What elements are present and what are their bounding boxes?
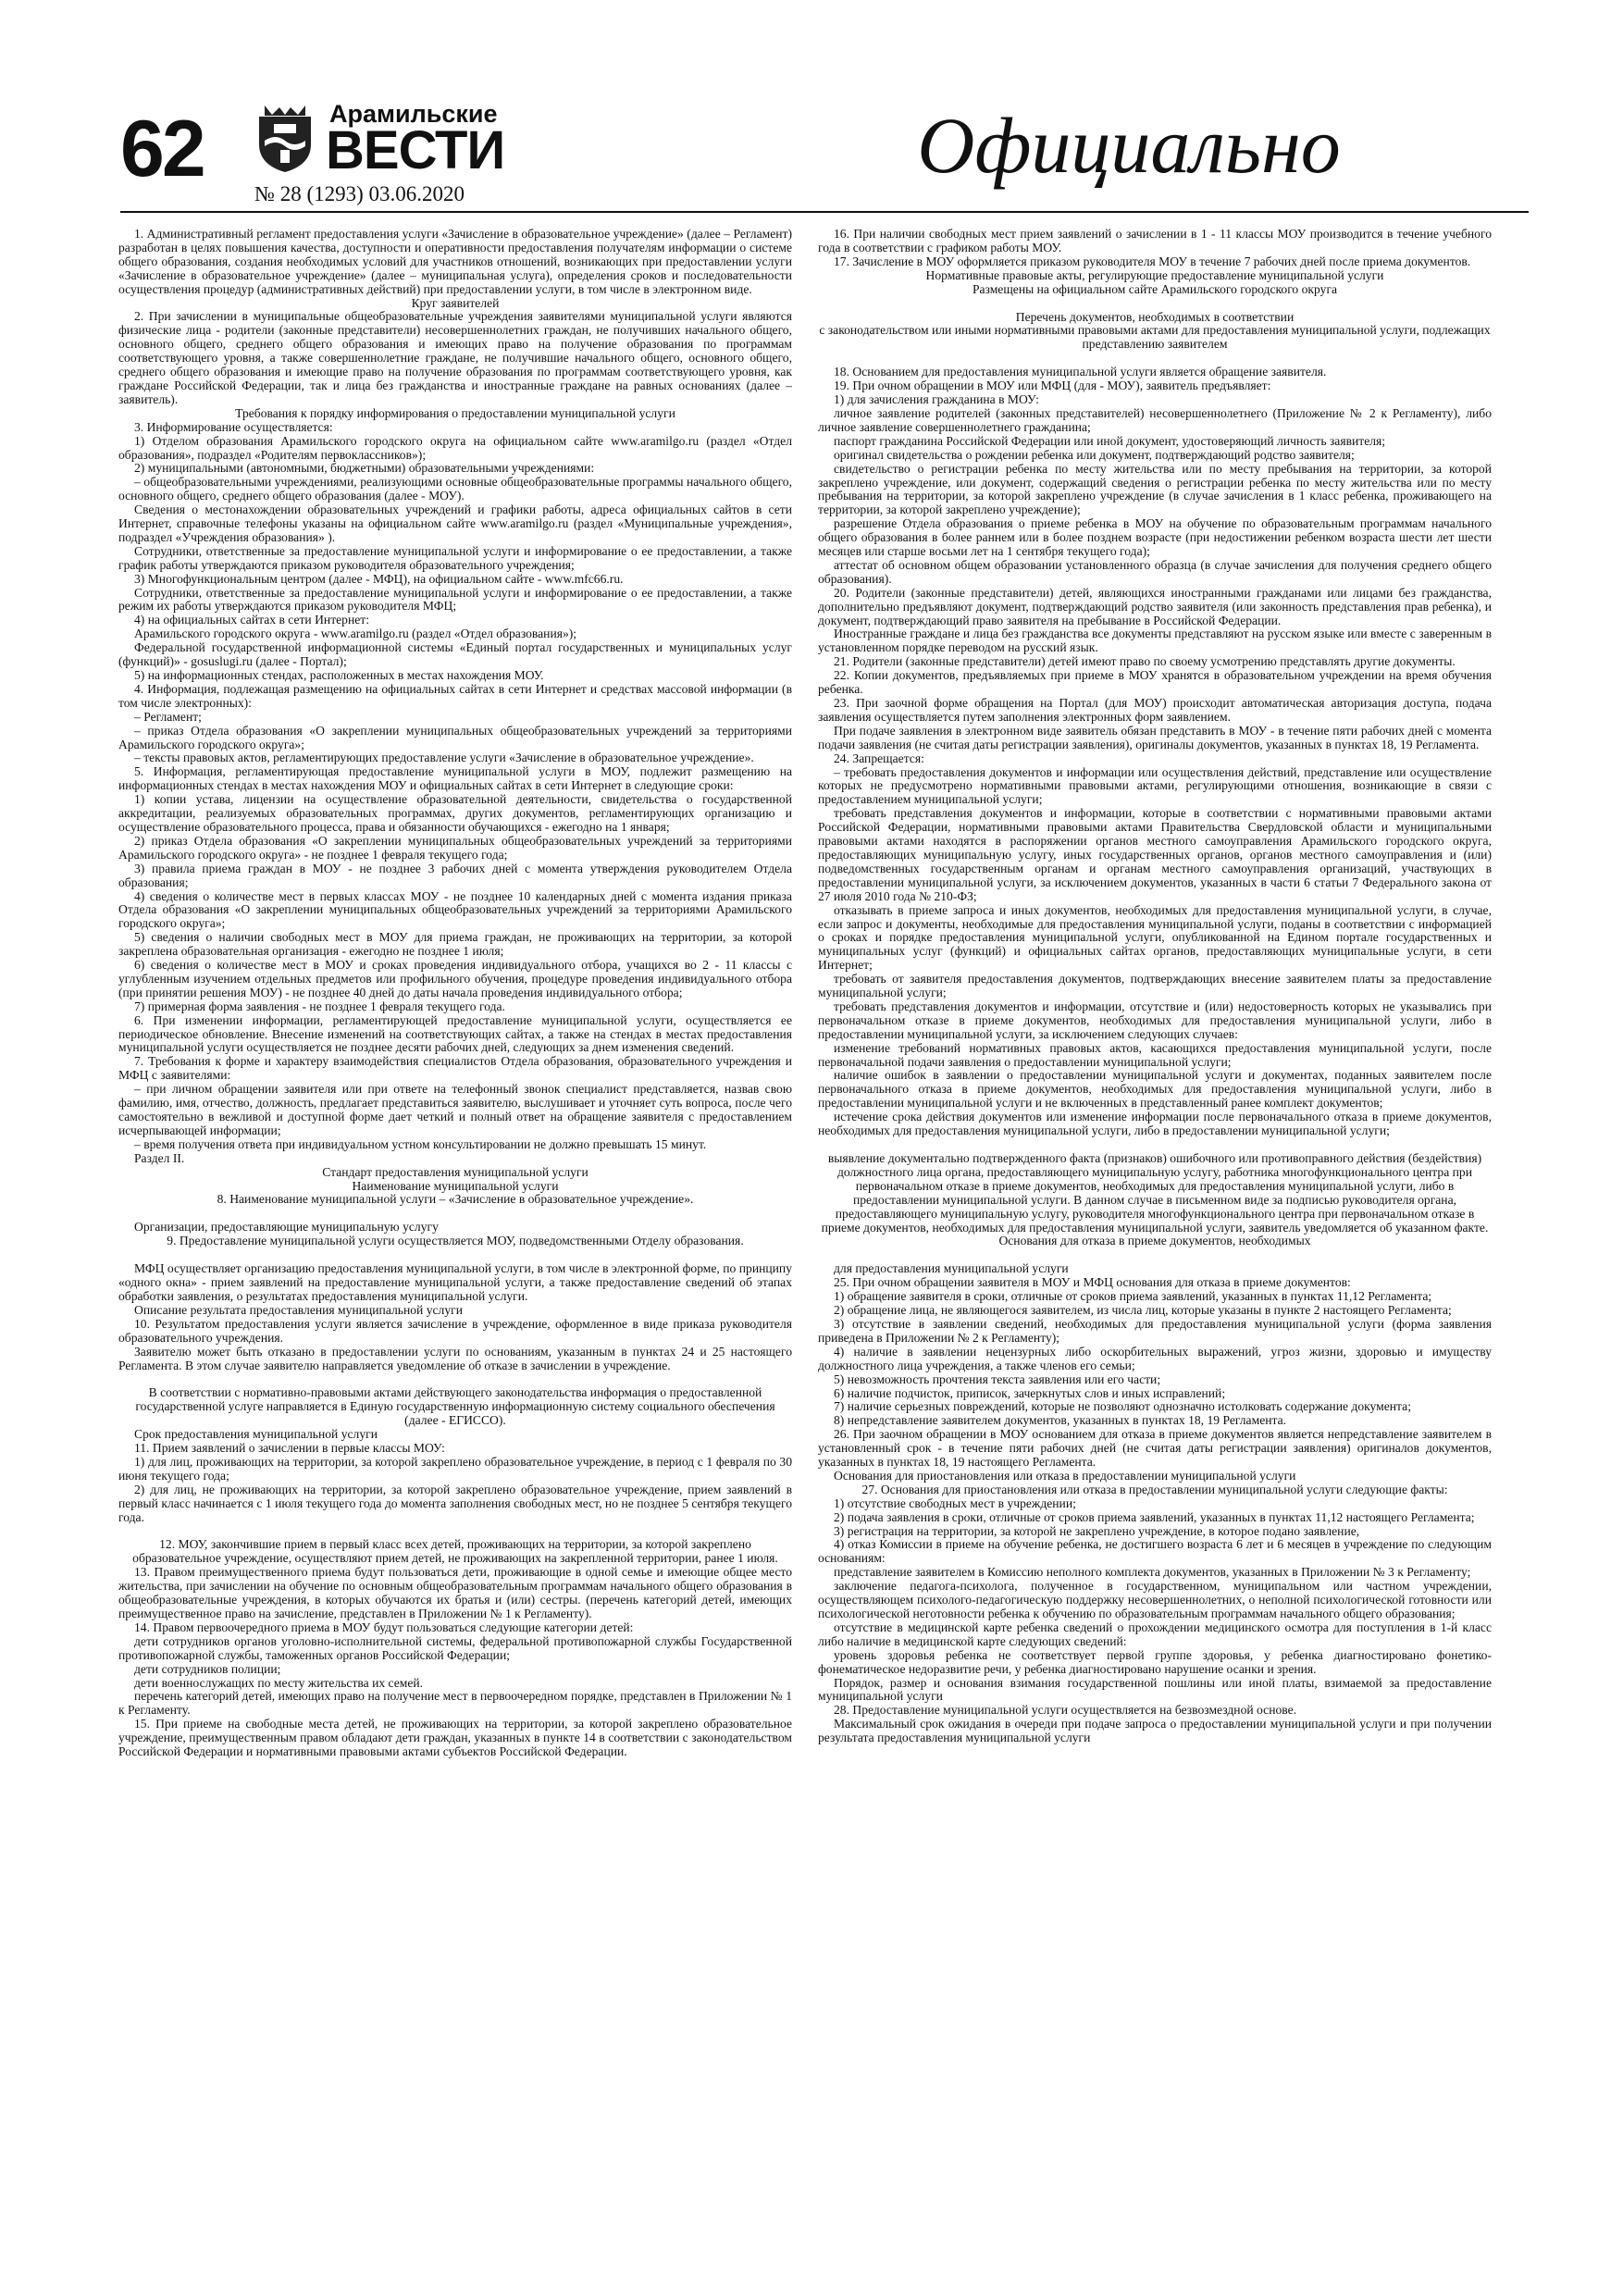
section-title: Официально xyxy=(917,101,1341,190)
paragraph: Размещены на официальном сайте Арамильского городского округа xyxy=(972,281,1338,296)
paragraph: аттестат об основном общем образовании установленного образца (в случае зачисления для получения среднего общего образования). xyxy=(818,557,1492,586)
paragraph: Стандарт предоставления муниципальной услуги xyxy=(322,1164,588,1179)
paragraph: Круг заявителей xyxy=(411,295,500,310)
paragraph: 12. МОУ, закончившие прием в первый класс всех детей, проживающих на территории, за которой закреплено образовательное учреждение, осуществляют прием детей, не проживающих на закрепленной территории, ранее 1 июля. xyxy=(132,1537,778,1566)
paragraph: 5) невозможность прочтения текста заявления или его части; xyxy=(834,1371,1161,1386)
paragraph: При подаче заявления в электронном виде заявитель обязан представить в МОУ - в течение пяти рабочих дней с момента подачи заявления (не считая даты регистрации заявления), оригиналы документов, указанных в пунктах 18, 19 Регламента. xyxy=(818,723,1492,751)
paragraph: 2) для лиц, не проживающих на территории, за которой закреплено образовательное учреждение, прием заявлений в первый класс начинается с 1 июля текущего года до момента заполнения свободных мест, но не позднее 5 сентября текущего года. xyxy=(118,1482,792,1524)
paragraph: – тексты правовых актов, регламентирующих предоставление услуги «Зачисление в образовательное учреждение». xyxy=(134,751,754,765)
paragraph: 4. Информация, подлежащая размещению на официальных сайтах в сети Интернет и средствах массовой информации (в том числе электронных): xyxy=(118,681,792,710)
paragraph: 2) подача заявления в сроки, отличные от сроков приема заявлений, указанных в пунктах 11,12 настоящего Регламента; xyxy=(834,1509,1475,1524)
paragraph: 20. Родители (законные представители) детей, являющихся иностранными гражданами или лицами без гражданства, дополнительно предъявляют документ, подтверждающий родство заявителя (или законность представления прав ребенка), и документ, подтверждающий право заявителя на пребывание в Российской Федерации. xyxy=(818,585,1492,627)
paragraph: 3) отсутствие в заявлении сведений, необходимых для предоставления муниципальной услуги (форма заявления приведена в Приложении № 2 к Регламенту); xyxy=(818,1316,1492,1345)
paragraph: 24. Запрещается: xyxy=(834,751,924,765)
paragraph: дети сотрудников полиции; xyxy=(134,1661,281,1676)
paragraph: дети военнослужащих по месту жительства их семей. xyxy=(134,1675,424,1690)
paragraph: 5) сведения о наличии свободных мест в МОУ для приема граждан, не проживающих на территории, за которой закреплена образовательная организация - ежегодно не позднее 1 июля; xyxy=(118,930,792,959)
paragraph: 26. При заочном обращении в МОУ основанием для отказа в приеме документов является непредставление заявителем в установленный срок - в течение пяти рабочих дней (не считая даты регистрации заявления) оригиналов документов, указанных в пунктах 18, 19 настоящего Регламента. xyxy=(818,1427,1492,1470)
paragraph: выявление документально подтвержденного факта (признаков) ошибочного или противоправного действия (бездействия) должностного лица органа, предоставляющего муниципальную услугу, работника многофункционального центра при первоначальном отказе в приеме документов, необходимых для предоставления муниципальной услуги, либо в предоставлении муниципальной услуги. В данном случае в письменном виде за подписью руководителя органа, предоставляющего муниципальную услугу, руководителя многофункционального центра при первоначальном отказе в приеме документов, необходимых для предоставления муниципальной услуги, заявитель уведомляется об указанном факте. xyxy=(821,1151,1489,1235)
paragraph: Срок предоставления муниципальной услуги xyxy=(134,1427,378,1442)
paragraph: 2) обращение лица, не являющегося заявителем, из числа лиц, которые указаны в пункте 2 настоящего Регламента; xyxy=(834,1303,1452,1318)
paragraph: отсутствие в медицинской карте ребенка сведений о прохождении медицинского осмотра для поступления в 1-й класс либо наличие в медицинской карте следующих сведений: xyxy=(818,1620,1492,1648)
coat-of-arms-icon xyxy=(252,104,318,174)
paragraph: 4) на официальных сайтах в сети Интернет: xyxy=(134,613,369,627)
paragraph: Арамильского городского округа - www.aramilgo.ru (раздел «Отдел образования»); xyxy=(134,627,577,641)
paragraph: 9. Предоставление муниципальной услуги осуществляется МОУ, подведомственными Отделу образования. xyxy=(167,1234,744,1248)
paragraph: 27. Основания для приостановления или отказа в предоставлении муниципальной услуги следующие факты: xyxy=(861,1482,1448,1496)
paragraph: уровень здоровья ребенка не соответствует первой группе здоровья, у ребенка диагностировано фонетико-фонематическое недоразвитие речи, у ребенка диагностировано нарушение осанки и зрения. xyxy=(818,1647,1492,1676)
paragraph: дети сотрудников органов уголовно-исполнительной системы, федеральной противопожарной службы Государственной противопожарной службы, таможенных органов Российской Федерации; xyxy=(118,1633,792,1662)
paragraph: Описание результата предоставления муниципальной услуги xyxy=(134,1302,463,1317)
paragraph: 25. При очном обращении заявителя в МОУ и МФЦ основания для отказа в приеме документов: xyxy=(834,1275,1351,1290)
paragraph: 1) для зачисления гражданина в МОУ: xyxy=(834,392,1039,407)
page-number: 62 xyxy=(120,105,204,193)
paragraph: личное заявление родителей (законных представителей) несовершеннолетнего (Приложение № 2 к Регламенту), либо личное заявление совершеннолетнего гражданина; xyxy=(818,405,1492,434)
paragraph: 28. Предоставление муниципальной услуги осуществляется на безвозмездной основе. xyxy=(834,1703,1297,1718)
paragraph: 8) непредставление заявителем документов, указанных в пунктах 18, 19 Регламента. xyxy=(834,1413,1287,1428)
paragraph: Раздел II. xyxy=(134,1150,185,1165)
paragraph: 5. Информация, регламентирующая предоставление муниципальной услуги в МОУ, подлежит размещению на информационных стендах в местах нахождения МОУ и официальных сайтах в сети Интернет в следующие сроки: xyxy=(118,764,792,793)
paragraph: – общеобразовательными учреждениями, реализующими основные общеобразовательные программы начального общего, основного общего, среднего общего образования (далее - МОУ). xyxy=(118,475,792,503)
paragraph: 22. Копии документов, предъявляемых при приеме в МОУ хранятся в образовательном учреждении на время обучения ребенка. xyxy=(818,668,1492,697)
brand-subtitle: Арамильские xyxy=(329,100,498,128)
paragraph: 6) сведения о количестве мест в МОУ и сроках проведения индивидуального отбора, учащихся во 2 - 11 классы с углубленным изучением отдельных предметов или профильного обучения, процедуре проведения индивидуального отбора (при принятии решения МОУ) - не позднее 40 дней до даты начала проведения индивидуального отбора; xyxy=(118,958,792,999)
paragraph: заключение педагога-психолога, полученное в государственном, муниципальном или частном учреждении, осуществляющем психолого-педагогическую поддержку несовершеннолетних, о неполной психологической готовности или психологической неготовности ребенка к обучению по образовательным программам начального общего образования; xyxy=(818,1579,1492,1620)
paragraph: Заявителю может быть отказано в предоставлении услуги по основаниям, указанным в пунктах 24 и 25 настоящего Регламента. В этом случае заявителю направляется уведомление об отказе в зачислении в учреждение. xyxy=(118,1344,792,1372)
paragraph: Нормативные правовые акты, регулирующие предоставление муниципальной услуги xyxy=(925,267,1384,282)
right-column xyxy=(818,228,1492,2264)
paragraph: 8. Наименование муниципальной услуги – «Зачисление в образовательное учреждение». xyxy=(217,1192,694,1207)
paragraph: – при личном обращении заявителя или при ответе на телефонный звонок специалист представляется, назвав свою фамилию, имя, отчество, должность, предлагает представиться заявителю, выслушивает и уточняет суть вопроса, после чего самостоятельно в вежливой и доступной форме дает четкий и полный ответ на обращение заявителя с предоставлением исчерпывающей информации; xyxy=(118,1082,792,1137)
paragraph: Федеральной государственной информационной системы «Единый портал государственных и муниципальных услуг (функций)» - gosuslugi.ru (далее - Портал); xyxy=(118,640,792,669)
paragraph: для предоставления муниципальной услуги xyxy=(834,1261,1069,1276)
paragraph: 16. При наличии свободных мест прием заявлений о зачислении в 1 - 11 классы МОУ производится в течение учебного года в соответствии с графиком работы МОУ. xyxy=(818,228,1492,254)
header-rule xyxy=(120,211,1529,213)
paragraph: 23. При заочной форме обращения на Портал (для МОУ) происходит автоматическая авторизация доступа, подача заявления осуществляется путем заполнения электронных форм заявлением. xyxy=(818,696,1492,724)
paragraph: 19. При очном обращении в МОУ или МФЦ (для - МОУ), заявитель предъявляет: xyxy=(834,379,1271,393)
paragraph: Организации, предоставляющие муниципальную услугу xyxy=(134,1220,439,1235)
paragraph: 17. Зачисление в МОУ оформляется приказом руководителя МОУ в течение 7 рабочих дней после приема документов. xyxy=(834,254,1471,268)
paragraph: 1) Отделом образования Арамильского городского округа на официальном сайте www.aramilgo.ru (раздел «Отдел образования», подраздел «Родителям первоклассников»); xyxy=(118,433,792,462)
paragraph: 7) наличие серьезных повреждений, которые не позволяют однозначно истолковать содержание документа; xyxy=(834,1399,1411,1414)
paragraph: 15. При приеме на свободные места детей, не проживающих на территории, за которой закреплено образовательное учреждение, преимущественным правом обладают дети граждан, указанных в пункте 14 в соответствии с законодательством Российской Федерации и нормативными правовыми актами субъектов Российской Федерации. xyxy=(118,1717,792,1759)
paragraph: – требовать предоставления документов и информации или осуществления действий, представление или осуществление которых не предусмотрено нормативными правовыми актами, регулирующими отношения, возникающие в связи с предоставлением муниципальной услуги; xyxy=(818,764,1492,807)
paragraph: Иностранные граждане и лица без гражданства все документы представляют на русском языке или вместе с заверенным в установленном порядке переводом на русский язык. xyxy=(818,627,1492,655)
paragraph: 7) примерная форма заявления - не позднее 1 февраля текущего года. xyxy=(134,999,505,1013)
paragraph: 4) наличие в заявлении нецензурных либо оскорбительных выражений, угроз жизни, здоровью и имуществу должностного лица учреждения, а также членов его семьи; xyxy=(818,1344,1492,1372)
paragraph: 21. Родители (законные представители) детей имеют право по своему усмотрению представлять другие документы. xyxy=(834,654,1456,669)
issue-number: № 28 (1293) 03.06.2020 xyxy=(254,182,465,205)
paragraph: Основания для отказа в приеме документов, необходимых xyxy=(998,1234,1311,1248)
paragraph: Порядок, размер и основания взимания государственной пошлины или иной платы, взимаемой за предоставление муниципальной услуги xyxy=(818,1675,1492,1704)
paragraph: 10. Результатом предоставления услуги является зачисление в учреждение, оформленное в виде приказа руководителя образовательного учреждения. xyxy=(118,1316,792,1345)
paragraph: 1. Административный регламент предоставления услуги «Зачисление в образовательное учреждение» (далее – Регламент) разработан в целях повышения качества, доступности и оперативности предоставления получателям информации о системе общего образования, создания необходимых условий для участников отношений, возникающих при предоставлении услуги «Зачисление в образовательное учреждение» (далее – муниципальная услуга), определения сроков и последовательности осуществления процедур (административных действий) при предоставлении услуги, в том числе в электронном виде. xyxy=(118,228,792,296)
paragraph: разрешение Отдела образования о приеме ребенка в МОУ на обучение по образовательным программам начального общего образования в более раннем или в более позднем возрасте (при недостижении ребенком возраста шести лет шести месяцев или старше восьми лет на 1 сентября текущего года); xyxy=(818,516,1492,559)
paragraph: представление заявителем в Комиссию неполного комплекта документов, указанных в Приложении № 3 к Регламенту; xyxy=(834,1565,1471,1580)
paragraph: 13. Правом преимущественного приема будут пользоваться дети, проживающие в одной семье и имеющие общее место жительства, при зачислении на обучение по основным общеобразовательным программам начального общего образования в общеобразовательные учреждения, в которых обучаются их братья и (или) сестры. (перечень категорий детей, имеющих преимущественное право на зачисление, представлен в Приложении № 1 к Регламенту). xyxy=(118,1565,792,1620)
paragraph: оригинал свидетельства о рождении ребенка или документ, подтверждающий родство заявителя; xyxy=(834,447,1355,462)
paragraph: требовать представления документов и информации, которые в соответствии с нормативными правовыми актами Российской Федерации, нормативными правовыми актами Правительства Свердловской области и муниципальными правовыми актами находятся в распоряжении органов местного самоуправления Арамильского городского округа, предоставляющих муниципальную услугу, иных государственных органов, органов местного самоуправления и (или) подведомственных государственным органам и органам местного самоуправления организаций, участвующих в предоставлении муниципальной услуги, за исключением документов, указанных в части 6 статьи 7 Федерального закона от 27 июля 2010 года № 210-ФЗ; xyxy=(818,806,1492,903)
paragraph: Сотрудники, ответственные за предоставление муниципальной услуги и информирование о ее предоставлении, а также режим их работы утверждаются приказом руководителя МФЦ; xyxy=(118,585,792,614)
paragraph: 18. Основанием для предоставления муниципальной услуги является обращение заявителя. xyxy=(834,365,1327,379)
paragraph: истечение срока действия документов или изменение информации после первоначального отказа в приеме документов, необходимых для предоставления муниципальной услуги, либо в предоставлении муниципальной услуги; xyxy=(818,1110,1492,1138)
paragraph: Основания для приостановления или отказа в предоставлении муниципальной услуги xyxy=(834,1468,1296,1483)
paragraph: 3) регистрация на территории, за которой не закреплено учреждение, в которое подано заявление, xyxy=(834,1523,1360,1538)
paragraph: паспорт гражданина Российской Федерации или иной документ, удостоверяющий личность заявителя; xyxy=(834,433,1386,448)
paragraph: В соответствии с нормативно-правовыми актами действующего законодательства информация о предоставленной государственной услуге направляется в Единую государственную информационную систему социального обеспечения (далее - ЕГИССО). xyxy=(135,1385,775,1428)
paragraph: 2) муниципальными (автономными, бюджетными) образовательными учреждениями: xyxy=(134,461,595,476)
paragraph: Требования к порядку информирования о предоставлении муниципальной услуги xyxy=(235,405,675,420)
paragraph: МФЦ осуществляет организацию предоставления муниципальной услуги, в том числе в электронной форме, по принципу «одного окна» - прием заявлений на предоставление муниципальной услуги, а также предоставление сведений об этапах обработки заявления, о результатах предоставления муниципальной услуги. xyxy=(118,1261,792,1303)
paragraph: требовать представления документов и информации, отсутствие и (или) недостоверность которых не указывались при первоначальном отказе в приеме документов, необходимых для предоставления муниципальной услуги, либо в предоставлении муниципальной услуги, за исключением следующих случаев: xyxy=(818,999,1492,1041)
paragraph: 4) сведения о количестве мест в первых классах МОУ - не позднее 10 календарных дней с момента издания приказа Отдела образования «О закреплении муниципальных общеобразовательных учреждений за территориями Арамильского городского округа»; xyxy=(118,888,792,931)
paragraph: – Регламент; xyxy=(134,709,202,724)
paragraph: 4) отказ Комиссии в приеме на обучение ребенка, не достигшего возраста 6 лет и 6 месяцев в учреждение по следующим основаниям: xyxy=(818,1537,1492,1566)
paragraph: 3. Информирование осуществляется: xyxy=(134,419,333,434)
paragraph: Максимальный срок ожидания в очереди при подаче запроса о предоставлении муниципальной услуги и при получении результата предоставления муниципальной услуги xyxy=(818,1717,1492,1745)
paragraph: 1) отсутствие свободных мест в учреждении; xyxy=(834,1496,1076,1510)
paragraph: – приказ Отдела образования «О закреплении муниципальных общеобразовательных учреждений за территориями Арамильского городского округа»; xyxy=(118,723,792,751)
paragraph: 1) для лиц, проживающих на территории, за которой закреплено образовательное учреждение, в период с 1 февраля по 30 июня текущего года; xyxy=(118,1454,792,1483)
paragraph: 6. При изменении информации, регламентирующей предоставление муниципальной услуги, осуществляется ее периодическое обновление. Внесение изменений на соответствующих сайтах, а также на стендах в местах предоставления муниципальной услуги осуществляется не позднее десяти рабочих дней, следующих за днем изменения сведений. xyxy=(118,1012,792,1055)
paragraph: свидетельство о регистрации ребенка по месту жительства или по месту пребывания на территории, за которой закреплено учреждение, или документ, содержащий сведения о регистрации ребенка по месту жительства или по месту пребывания на территории, за которой закреплено учреждение (в случае зачисления в 1 класс ребенка, проживающего на территории, за которой закреплено учреждение); xyxy=(818,461,1492,517)
paragraph: 6) наличие подчисток, приписок, зачеркнутых слов и иных исправлений; xyxy=(834,1385,1226,1400)
page-header xyxy=(120,96,1527,207)
paragraph: 14. Правом первоочередного приема в МОУ будут пользоваться следующие категории детей: xyxy=(134,1620,634,1634)
paragraph: 2. При зачислении в муниципальные общеобразовательные учреждения заявителями муниципальной услуги являются физические лица - родители (законные представители) несовершеннолетних граждан, не получивших начального общего, основного общего, среднего общего образования и имеющих право на получение образования по программам соответствующего уровня, а также совершеннолетние граждане, не получившие начального общего, основного общего, среднего общего образования и имеющие право на получение образования по программам соответствующего уровня, как граждане Российской Федерации, так и лица без гражданства и иностранные граждане на равных основаниях (далее – заявитель). xyxy=(118,309,792,406)
paragraph: Сотрудники, ответственные за предоставление муниципальной услуги и информирование о ее предоставлении, а также график работы утверждаются приказом руководителя образовательного учреждения; xyxy=(118,543,792,572)
paragraph: Перечень документов, необходимых в соответствии xyxy=(1015,309,1295,324)
paragraph: – время получения ответа при индивидуальном устном консультировании не должно превышать 15 минут. xyxy=(134,1136,707,1151)
paragraph: 2) приказ Отдела образования «О закреплении муниципальных общеобразовательных учреждений за территориями Арамильского городского округа» - не позднее 1 февраля текущего года; xyxy=(118,833,792,862)
paragraph: изменение требований нормативных правовых актов, касающихся предоставления муниципальной услуги, после первоначальной подачи заявления о предоставлении муниципальной услуги; xyxy=(818,1040,1492,1069)
paragraph: наличие ошибок в заявлении о предоставлении муниципальной услуги и документах, поданных заявителем после первоначального отказа в приеме документов, необходимых для предоставления муниципальной услуги, либо в предоставлении муниципальной услуги и не включенных в представленный ранее комплект документов; xyxy=(818,1068,1492,1111)
paragraph: 1) копии устава, лицензии на осуществление образовательной деятельности, свидетельства о государственной аккредитации, реализуемых образовательных программах, других документов, регламентирующих организацию и осуществление образовательного процесса, права и обязанности обучающихся - ежегодно на 1 января; xyxy=(118,792,792,834)
paragraph: 3) Многофункциональным центром (далее - МФЦ), на официальном сайте - www.mfc66.ru. xyxy=(134,571,624,586)
paragraph: Наименование муниципальной услуги xyxy=(352,1178,559,1193)
paragraph: 5) на информационных стендах, расположенных в местах нахождения МОУ. xyxy=(134,668,544,682)
paragraph: 1) обращение заявителя в сроки, отличные от сроков приема заявлений, указанных в пунктах 11,12 Регламента; xyxy=(834,1289,1432,1304)
brand-title: ВЕСТИ xyxy=(326,120,505,180)
paragraph: перечень категорий детей, имеющих право на получение мест в первоочередном порядке, представлен в Приложении № 1 к Регламенту. xyxy=(118,1689,792,1718)
paragraph: требовать от заявителя предоставления документов, подтверждающих внесение заявителем платы за предоставление муниципальной услуги; xyxy=(818,972,1492,1000)
paragraph: отказывать в приеме запроса и иных документов, необходимых для предоставления муниципальной услуги, в случае, если запрос и документы, необходимые для предоставления муниципальной услуги, поданы в соответствии с информацией о сроках и порядке предоставления муниципальной услуги, опубликованной на Едином портале государственных и муниципальных услуг (функций) и официальных сайтах органов, предоставляющих муниципальные услуги, в сети Интернет; xyxy=(818,902,1492,973)
paragraph: 3) правила приема граждан в МОУ - не позднее 3 рабочих дней с момента утверждения руководителем Отдела образования; xyxy=(118,861,792,889)
paragraph: 11. Прием заявлений о зачислении в первые классы МОУ: xyxy=(134,1441,445,1456)
paragraph: с законодательством или иными нормативными правовыми актами для предоставления муниципальной услуги, подлежащих представлению заявителем xyxy=(819,323,1491,352)
left-column xyxy=(118,228,792,2264)
paragraph: 7. Требования к форме и характеру взаимодействия специалистов Отдела образования, образовательного учреждения и МФЦ с заявителями: xyxy=(118,1054,792,1083)
paragraph: Сведения о местонахождении образовательных учреждений и графики работы, адреса официальных сайтов в сети Интернет, справочные телефоны указаны на официальном сайте www.aramilgo.ru (раздел «Муниципальные учреждения», подраздел «Учреждения образования» ). xyxy=(118,503,792,544)
